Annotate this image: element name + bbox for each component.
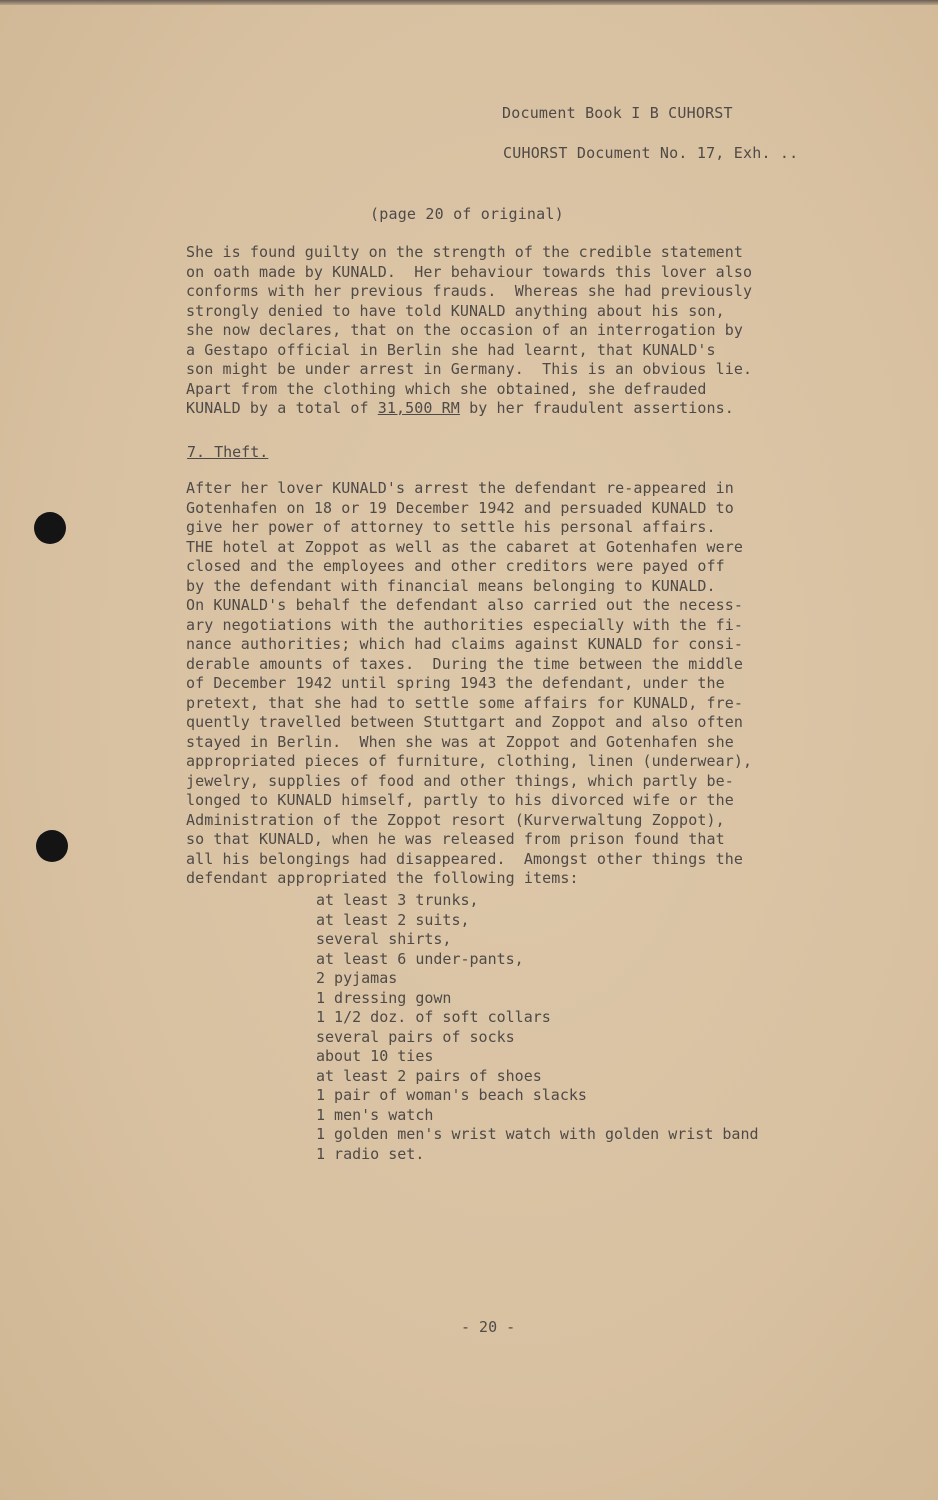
paragraph-line: derable amounts of taxes. During the time between the middle [186, 654, 743, 673]
paragraph-line: all his belongings had disappeared. Amongst other things the [186, 849, 743, 868]
paragraph-line: of December 1942 until spring 1943 the defendant, under the [186, 674, 725, 692]
paragraph-line: so that KUNALD, when he was released from prison found that [186, 830, 725, 848]
paragraph-line: appropriated pieces of furniture, clothing, linen (underwear), [186, 752, 753, 770]
list-item: 1 golden men's wrist watch with golden wrist band [316, 1125, 759, 1143]
paragraph-line: ary negotiations with the authorities especially with the fi- [186, 615, 743, 634]
list-item: at least 2 pairs of shoes [316, 1066, 542, 1085]
list-item: 1 dressing gown [316, 988, 452, 1007]
paragraph-line: quently travelled between Stuttgart and Zoppot and also often [186, 713, 743, 731]
page-reference: (page 20 of original) [370, 205, 564, 223]
list-item: 1 radio set. [316, 1144, 425, 1163]
paragraph-line: closed and the employees and other creditors were payed off [186, 557, 725, 575]
paragraph-line: she now declares, that on the occasion of an interrogation by [186, 321, 743, 339]
paragraph-theft [186, 479, 752, 889]
cuhorst-document-label: CUHORST Document No. 17, Exh. .. [503, 144, 799, 162]
line-text-after-amount: by her fraudulent assertions. [459, 399, 734, 417]
list-item: at least 2 suits, [316, 910, 470, 929]
list-item: several pairs of socks [316, 1027, 515, 1046]
paragraph-line: longed to KUNALD himself, partly to his divorced wife or the [186, 791, 734, 809]
paragraph-line: jewelry, supplies of food and other things, which partly be- [186, 771, 734, 790]
fraud-amount: 31,500 RM [377, 399, 460, 417]
stolen-items-list [316, 891, 759, 1164]
list-item: 2 pyjamas [316, 969, 398, 987]
paragraph-line: She is found guilty on the strength of the credible statement [186, 243, 743, 261]
paragraph-line: son might be under arrest in Germany. This is an obvious lie. [186, 360, 753, 378]
paragraph-line: give her power of attorney to settle his personal affairs. [186, 518, 716, 536]
page-number: - 20 - [461, 1318, 516, 1336]
list-item: at least 3 trunks, [316, 891, 479, 909]
paragraph-line: pretext, that she had to settle some affairs for KUNALD, fre- [186, 693, 743, 712]
paragraph-line-last [186, 399, 752, 419]
punch-hole-lower [36, 830, 68, 862]
list-item: at least 6 under-pants, [316, 949, 524, 968]
document-book-label: Document Book I B CUHORST [502, 104, 733, 122]
list-item: 1 1/2 doz. of soft collars [316, 1008, 551, 1026]
list-item: about 10 ties [316, 1047, 434, 1065]
paragraph-line: nance authorities; which had claims against KUNALD for consi- [186, 635, 743, 653]
list-item: several shirts, [316, 930, 452, 948]
paragraph-verdict [186, 243, 752, 419]
paragraph-line: Gotenhafen on 18 or 19 December 1942 and persuaded KUNALD to [186, 498, 734, 517]
paragraph-line: strongly denied to have told KUNALD anything about his son, [186, 301, 725, 320]
paragraph-line: After her lover KUNALD's arrest the defendant re-appeared in [186, 479, 734, 497]
section-heading-theft: 7. Theft. [187, 443, 269, 461]
list-item: 1 men's watch [316, 1105, 434, 1124]
paragraph-line: THE hotel at Zoppot as well as the cabaret at Gotenhafen were [186, 537, 743, 556]
paragraph-line: on oath made by KUNALD. Her behaviour towards this lover also [186, 262, 753, 281]
paragraph-line: by the defendant with financial means belonging to KUNALD. [186, 576, 716, 595]
paragraph-line: a Gestapo official in Berlin she had learnt, that KUNALD's [186, 340, 716, 359]
line-text-before-amount: KUNALD by a total of [186, 399, 378, 417]
paragraph-line: defendant appropriated the following items: [186, 869, 579, 887]
scan-top-edge [0, 0, 938, 5]
paragraph-line: On KUNALD's behalf the defendant also carried out the necess- [186, 596, 743, 614]
list-item: 1 pair of woman's beach slacks [316, 1086, 587, 1104]
paragraph-line: Apart from the clothing which she obtained, she defrauded [186, 379, 707, 398]
paragraph-line: stayed in Berlin. When she was at Zoppot and Gotenhafen she [186, 732, 734, 751]
punch-hole-upper [34, 512, 66, 544]
paragraph-line: Administration of the Zoppot resort (Kurverwaltung Zoppot), [186, 810, 725, 829]
paragraph-line: conforms with her previous frauds. Whereas she had previously [186, 282, 753, 300]
